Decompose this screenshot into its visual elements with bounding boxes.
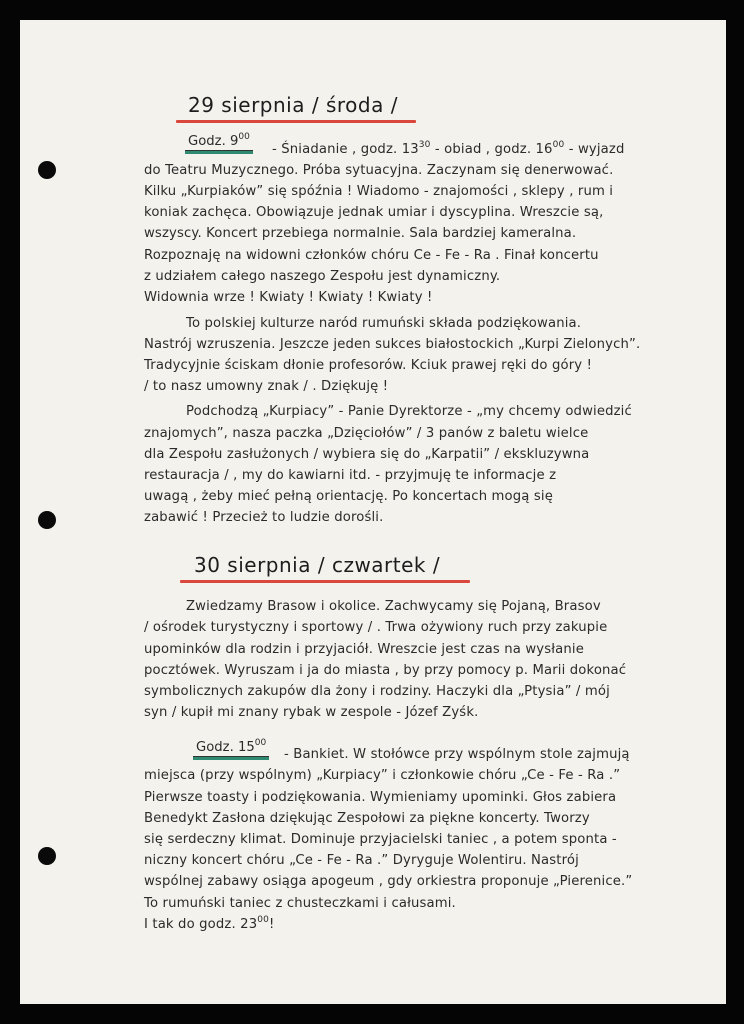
text-line: Benedykt Zasłona dziękując Zespołowi za piękne koncerty. Tworzy: [144, 811, 590, 826]
section2-last-line: I tak do godz. $23^{00}$!: [144, 915, 275, 932]
text-line: Pierwsze toasty i podziękowania. Wymieniamy upominki. Głos zabiera: [144, 790, 617, 805]
text-line: do Teatru Muzycznego. Próba sytuacyjna. Zaczynam się denerwować.: [144, 163, 614, 178]
text-line: się serdeczny klimat. Dominuje przyjacielski taniec , a potem sponta -: [144, 832, 617, 847]
heading-underline: [176, 120, 416, 123]
text-line: Kilku „Kurpiaków” się spóźnia ! Wiadomo - znajomości , sklepy , rum i: [144, 184, 614, 199]
section1-first-line: - Śniadanie , godz. $13^{30}$ - obiad , godz. $16^{00}$ - wyjazd: [272, 140, 625, 157]
text-line: restauracja / , my do kawiarni itd. - przyjmuję te informacje z: [144, 468, 557, 483]
heading-underline: [180, 580, 470, 583]
text-line: To polskiej kulturze naród rumuński składa podziękowania.: [186, 316, 582, 331]
text-line: Nastrój wzruszenia. Jeszcze jeden sukces białostockich „Kurpi Zielonych”.: [144, 337, 641, 352]
text-line: Tradycyjnie ściskam dłonie profesorów. Kciuk prawej ręki do góry !: [144, 358, 593, 373]
text-line: miejsca (przy wspólnym) „Kurpiacy” i członkowie chóru „Ce - Fe - Ra .”: [144, 768, 621, 783]
binder-hole-middle: [38, 511, 56, 529]
text-line: z udziałem całego naszego Zespołu jest dynamiczny.: [144, 269, 501, 284]
text-line: Zwiedzamy Brasow i okolice. Zachwycamy się Pojaną, Brasov: [186, 599, 601, 614]
text-line: Rozpoznaję na widowni członków chóru Ce - Fe - Ra . Finał koncertu: [144, 248, 599, 263]
text-line: upominków dla rodzin i przyjaciół. Wreszcie jest czas na wysłanie: [144, 642, 584, 657]
section-heading-29-august: [188, 93, 398, 117]
time-label-underline: [185, 151, 253, 154]
time-label-underline: [193, 757, 269, 760]
binder-hole-bottom: [38, 847, 56, 865]
text-line: Podchodzą „Kurpiacy” - Panie Dyrektorze - „my chcemy odwiedzić: [186, 404, 632, 419]
document-page: [20, 20, 726, 1004]
section2-time-first-line: - Bankiet. W stołówce przy wspólnym stole zajmują: [284, 747, 630, 762]
heading-text: 29 sierpnia / środa /: [188, 93, 398, 117]
text-line: To rumuński taniec z chusteczkami i całusami.: [144, 896, 456, 911]
text-line: znajomych”, nasza paczka „Dzięciołów” / 3 panów z baletu wielce: [144, 426, 589, 441]
time-label-9: Godz. $9^{00}$: [188, 134, 250, 149]
heading-text: 30 sierpnia / czwartek /: [194, 553, 441, 577]
text-line: wspólnej zabawy osiąga apogeum , gdy orkiestra proponuje „Pierenice.”: [144, 874, 633, 889]
text-line: Widownia wrze ! Kwiaty ! Kwiaty ! Kwiaty !: [144, 290, 433, 305]
text-line: / to nasz umowny znak / . Dziękuję !: [144, 379, 389, 394]
text-line: uwagą , żeby mieć pełną orientację. Po koncertach mogą się: [144, 489, 553, 504]
text-line: koniak zachęca. Obowiązuje jednak umiar i dyscyplina. Wreszcie są,: [144, 205, 604, 220]
text-line: syn / kupił mi znany rybak w zespole - Józef Zyśk.: [144, 705, 479, 720]
text-line: pocztówek. Wyruszam i ja do miasta , by przy pomocy p. Marii dokonać: [144, 663, 627, 678]
text-line: symbolicznych zakupów dla żony i rodziny. Haczyki dla „Ptysia” / mój: [144, 684, 610, 699]
time-label-15: Godz. $15^{00}$: [196, 740, 266, 755]
section-heading-30-august: [194, 553, 440, 577]
text-line: / ośrodek turystyczny i sportowy / . Trwa ożywiony ruch przy zakupie: [144, 620, 608, 635]
text-line: dla Zespołu zasłużonych / wybiera się do „Karpatii” / ekskluzywna: [144, 447, 590, 462]
binder-hole-top: [38, 161, 56, 179]
text-line: niczny koncert chóru „Ce - Fe - Ra .” Dyryguje Wolentiru. Nastrój: [144, 853, 579, 868]
text-line: wszyscy. Koncert przebiega normalnie. Sala bardziej kameralna.: [144, 226, 577, 241]
text-line: zabawić ! Przecież to ludzie dorośli.: [144, 510, 384, 525]
